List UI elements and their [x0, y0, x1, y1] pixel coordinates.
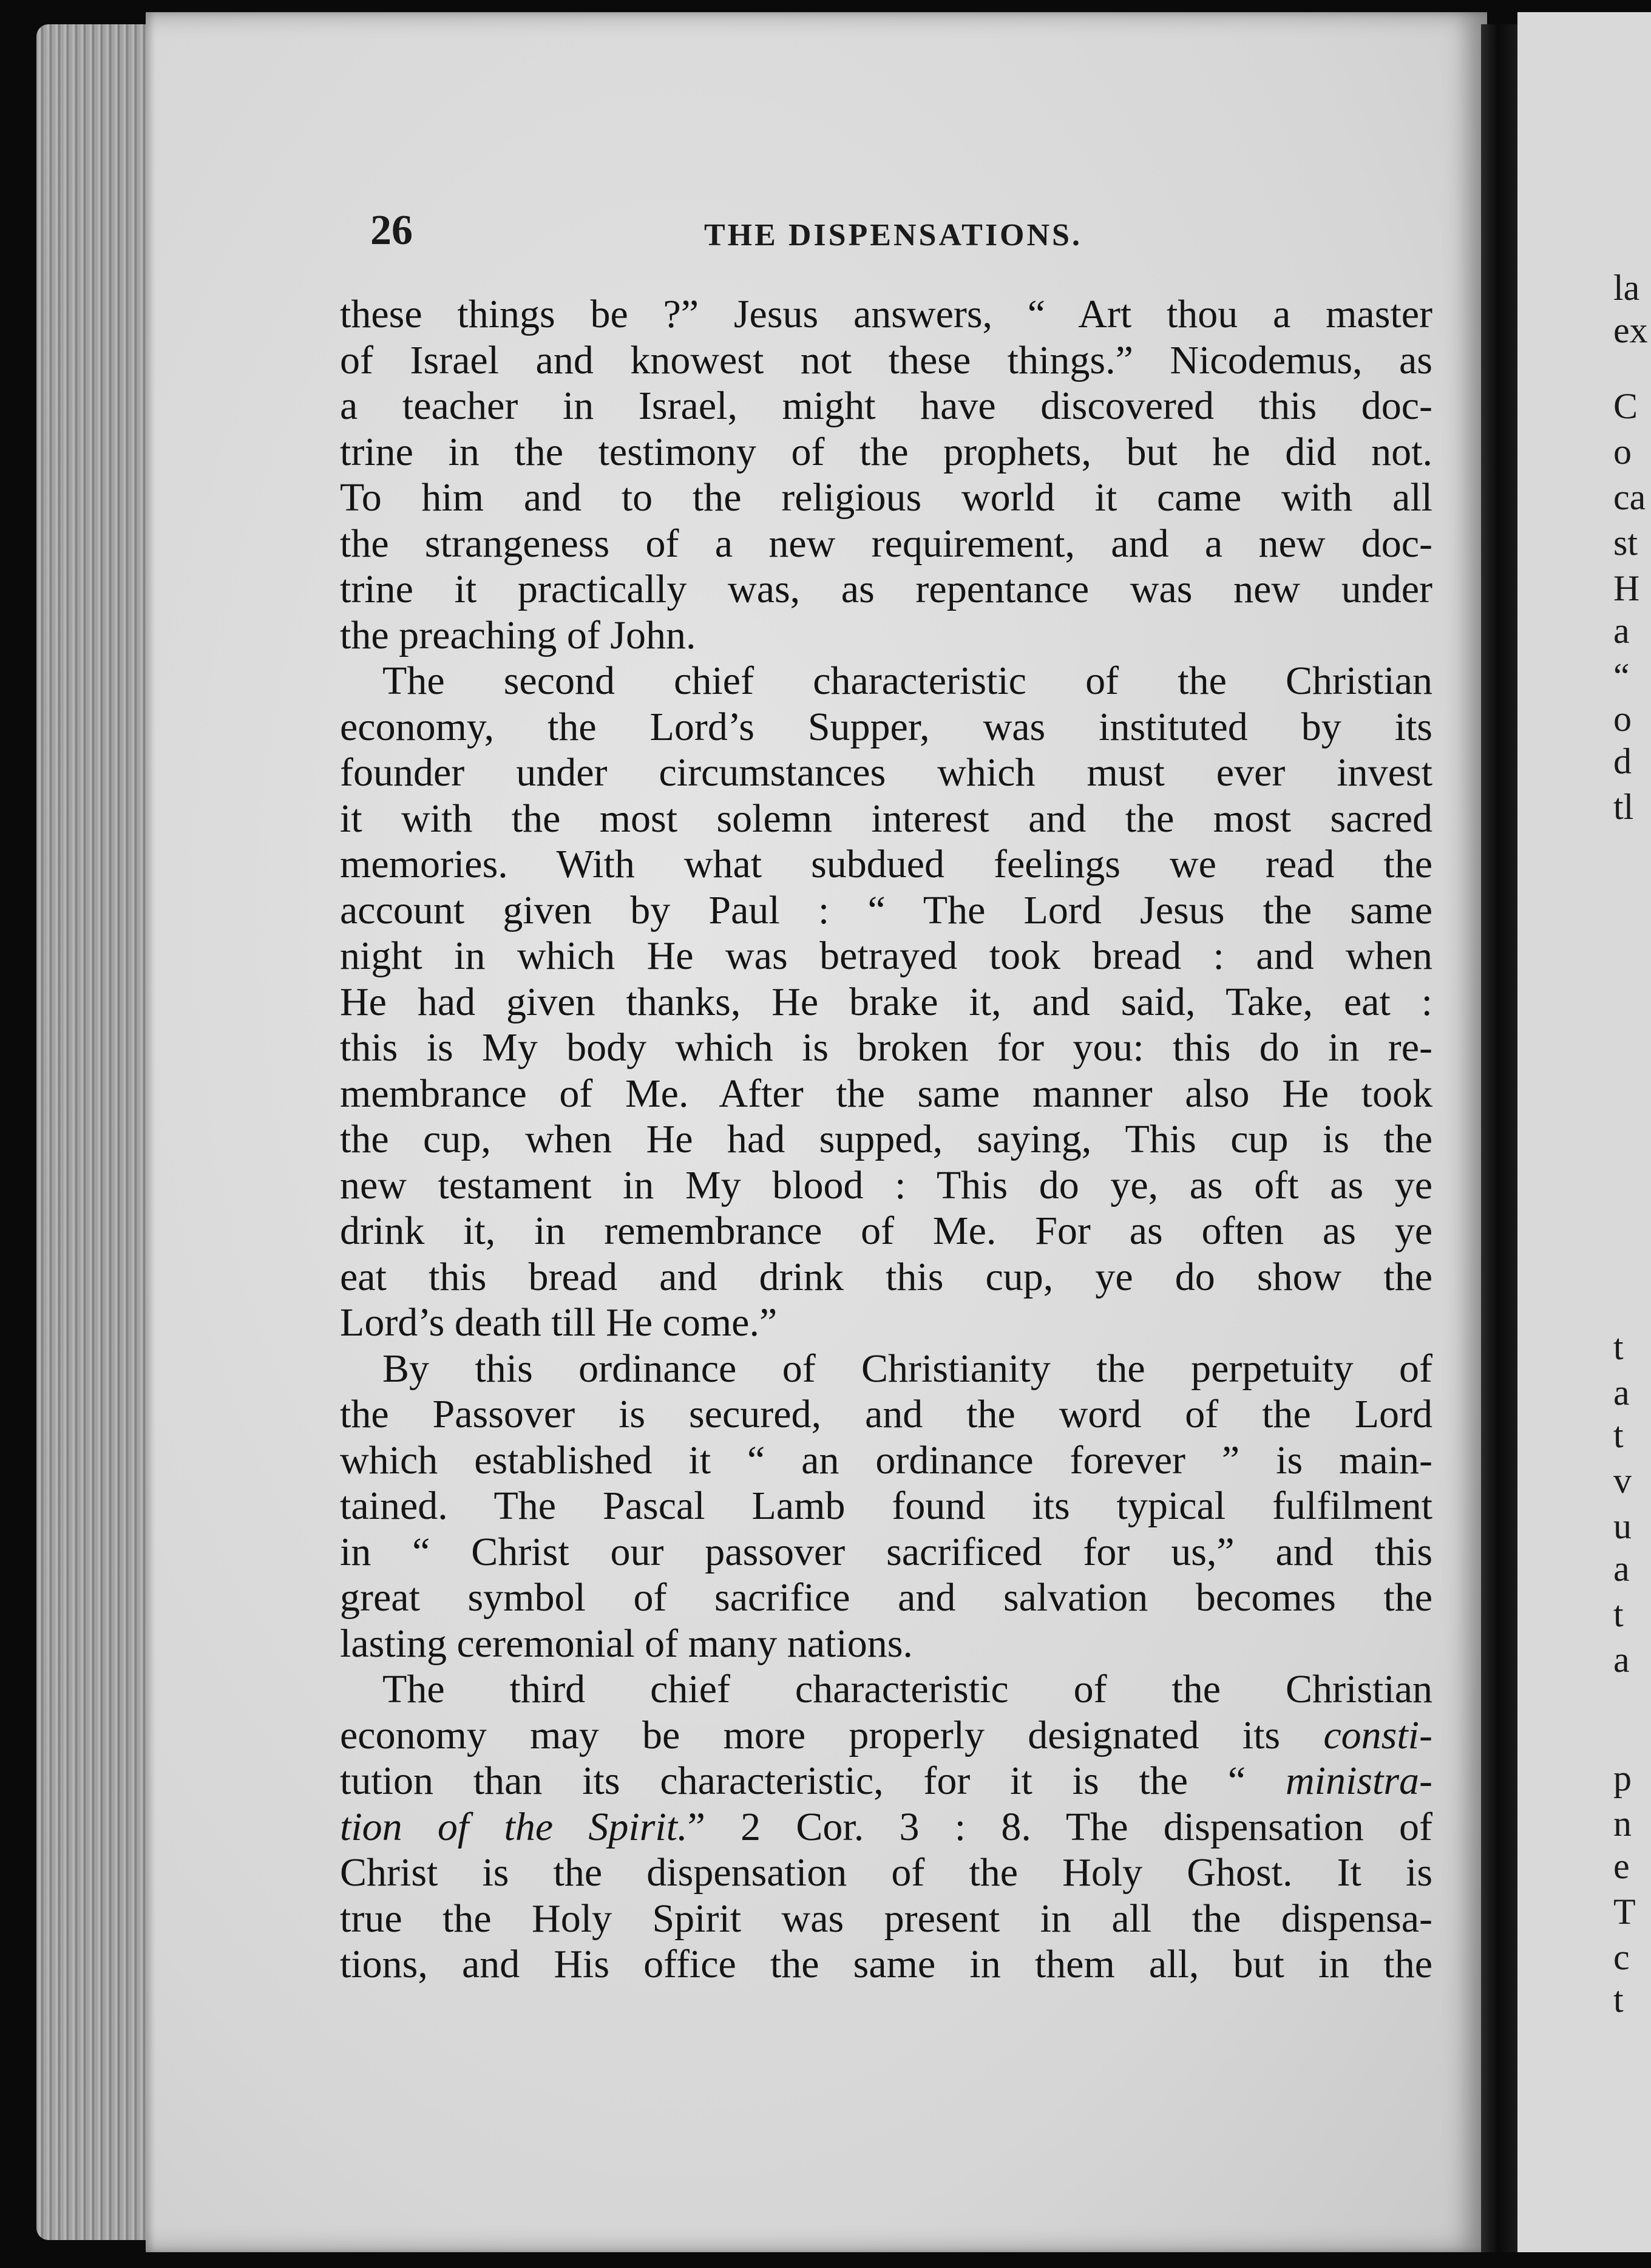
- text-line: tions, and His office the same in them all, but in the: [340, 1942, 1432, 1986]
- text-line: the Passover is secured, and the word of the Lord: [340, 1392, 1432, 1436]
- facing-page-fragment: t: [1613, 1327, 1624, 1367]
- text-line: of Israel and knowest not these things.” Nicodemus, as: [340, 338, 1432, 382]
- facing-page: [1517, 12, 1651, 2252]
- facing-page-fragment: H: [1613, 568, 1640, 608]
- text-line: the cup, when He had supped, saying, This cup is the: [340, 1117, 1432, 1161]
- facing-page-fragment: c: [1613, 1937, 1630, 1977]
- facing-page-fragment: d: [1613, 741, 1632, 781]
- facing-page-fragment: a: [1613, 1373, 1630, 1413]
- text-line: it with the most solemn interest and the most sacred: [340, 796, 1432, 841]
- text-line: The third chief characteristic of the Christian: [382, 1667, 1432, 1711]
- text-line: the strangeness of a new requirement, and a new doc-: [340, 521, 1432, 566]
- facing-page-fragment: tl: [1613, 787, 1634, 827]
- text-line: a teacher in Israel, might have discovered this doc-: [340, 384, 1432, 428]
- text-line: economy may be more properly designated its consti-: [340, 1713, 1432, 1757]
- facing-page-fragment: ex: [1613, 310, 1648, 350]
- running-head: THE DISPENSATIONS.: [704, 218, 1082, 253]
- text-line: economy, the Lord’s Supper, was instituted by its: [340, 704, 1432, 749]
- text-line: which established it “ an ordinance forever ” is main-: [340, 1438, 1432, 1482]
- text-line: The second chief characteristic of the Christian: [382, 659, 1432, 703]
- text-line: night in which He was betrayed took bread : and when: [340, 934, 1432, 978]
- text-line: To him and to the religious world it came with all: [340, 475, 1432, 520]
- text-line: trine it practically was, as repentance was new under: [340, 567, 1432, 611]
- text-line: memories. With what subdued feelings we read the: [340, 842, 1432, 886]
- facing-page-fragment: a: [1613, 1549, 1630, 1589]
- facing-page-fragment: u: [1613, 1506, 1632, 1546]
- facing-page-fragment: a: [1613, 611, 1630, 651]
- facing-page-fragment: p: [1613, 1758, 1632, 1798]
- facing-page-fragment: o: [1613, 432, 1632, 472]
- facing-page-fragment: t: [1613, 1594, 1624, 1634]
- facing-page-fragment: v: [1613, 1461, 1632, 1501]
- text-line: Lord’s death till He come.”: [340, 1300, 778, 1345]
- text-line: He had given thanks, He brake it, and said, Take, eat :: [340, 979, 1432, 1024]
- facing-page-fragment: t: [1613, 1980, 1624, 2020]
- body-text: [340, 291, 1432, 1988]
- facing-page-fragment: t: [1613, 1415, 1624, 1455]
- text-line: Christ is the dispensation of the Holy Ghost. It is: [340, 1850, 1432, 1895]
- text-line: By this ordinance of Christianity the perpetuity of: [382, 1346, 1432, 1391]
- text-line: founder under circumstances which must ever invest: [340, 750, 1432, 795]
- text-line: these things be ?” Jesus answers, “ Art thou a master: [340, 292, 1432, 336]
- text-line: trine in the testimony of the prophets, but he did not.: [340, 429, 1432, 474]
- facing-page-fragment: e: [1613, 1846, 1630, 1886]
- facing-page-fragment: st: [1613, 523, 1638, 563]
- facing-page-fragment: la: [1613, 268, 1640, 308]
- text-line: tion of the Spirit.” 2 Cor. 3 : 8. The dispensation of: [340, 1804, 1432, 1849]
- page-number: 26: [370, 207, 413, 254]
- text-line: new testament in My blood : This do ye, as oft as ye: [340, 1163, 1432, 1207]
- text-line: true the Holy Spirit was present in all the dispensa-: [340, 1896, 1432, 1941]
- text-line: the preaching of John.: [340, 613, 696, 657]
- page-header: [370, 206, 1463, 255]
- facing-page-fragment: n: [1613, 1804, 1632, 1844]
- facing-page-fragment: “: [1613, 656, 1630, 696]
- text-line: account given by Paul : “ The Lord Jesus the same: [340, 888, 1432, 932]
- text-line: tained. The Pascal Lamb found its typical fulfilment: [340, 1484, 1432, 1528]
- facing-page-fragment: a: [1613, 1640, 1630, 1680]
- text-line: great symbol of sacrifice and salvation becomes the: [340, 1575, 1432, 1620]
- text-line: this is My body which is broken for you: this do in re-: [340, 1025, 1432, 1070]
- facing-page-fragment: C: [1613, 386, 1638, 426]
- facing-page-fragment: T: [1613, 1892, 1636, 1932]
- text-line: membrance of Me. After the same manner also He took: [340, 1071, 1432, 1116]
- text-line: in “ Christ our passover sacrificed for us,” and this: [340, 1529, 1432, 1574]
- text-line: drink it, in remembrance of Me. For as often as ye: [340, 1209, 1432, 1253]
- text-line: tution than its characteristic, for it is the “ ministra-: [340, 1759, 1432, 1803]
- text-line: lasting ceremonial of many nations.: [340, 1621, 913, 1666]
- facing-page-fragment: ca: [1613, 477, 1646, 517]
- text-line: eat this bread and drink this cup, ye do show the: [340, 1254, 1432, 1299]
- facing-page-fragment: o: [1613, 699, 1632, 739]
- book-page-edges: [36, 24, 158, 2240]
